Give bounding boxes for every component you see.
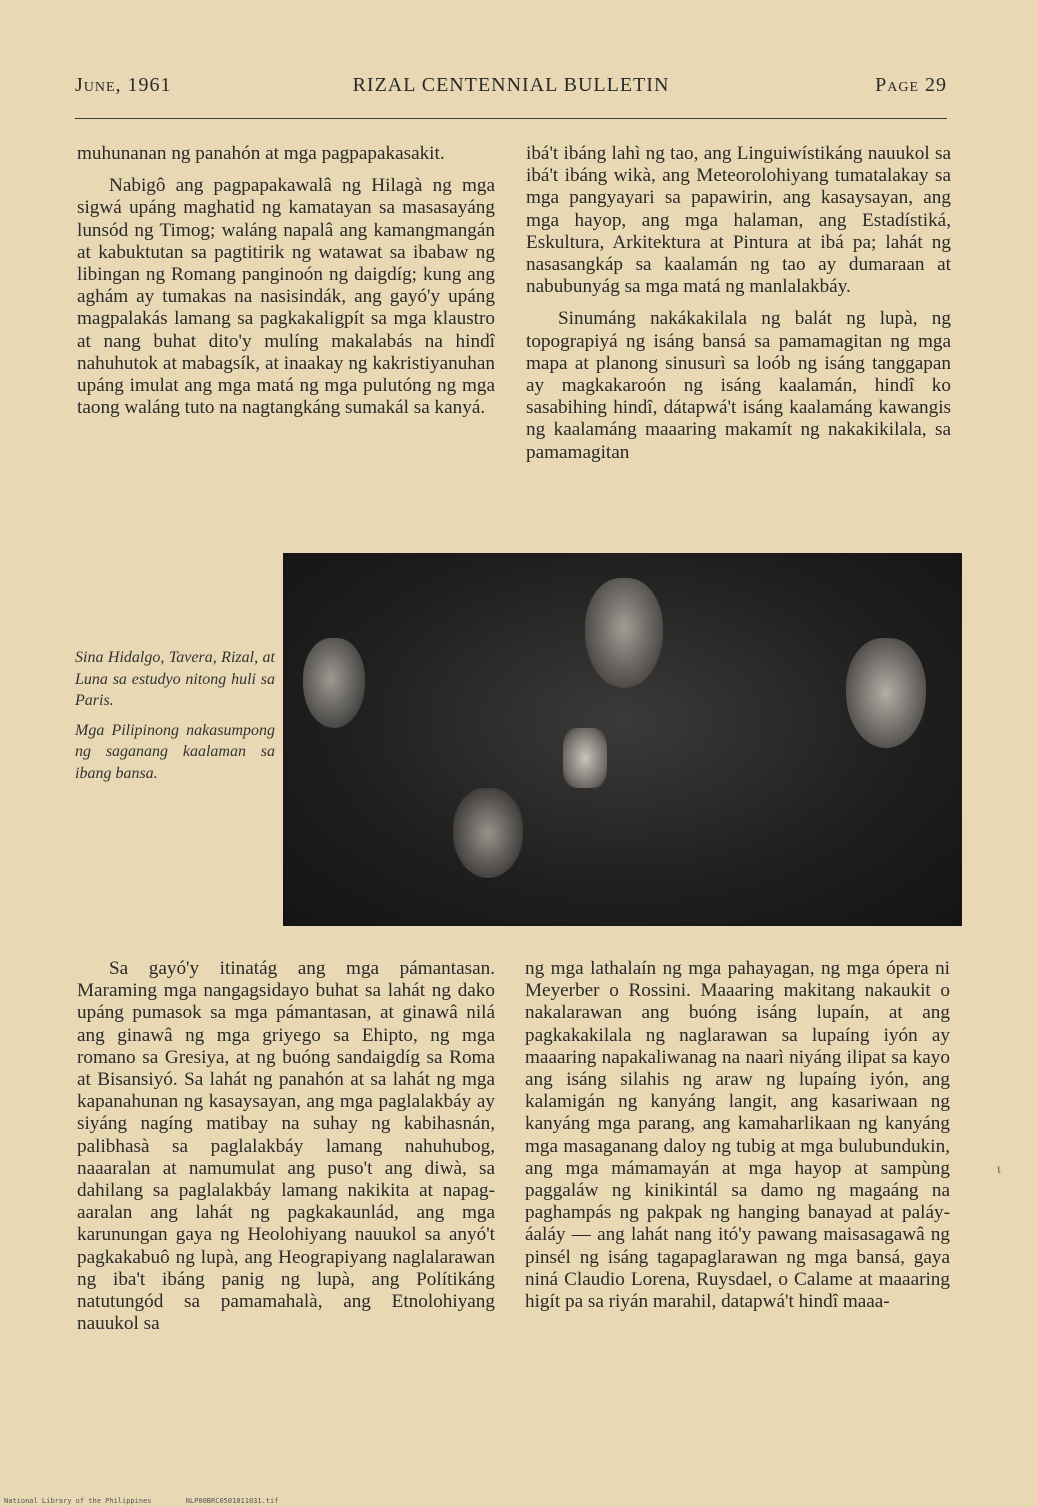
- header-rule: [75, 118, 947, 119]
- column-bottom-left: [77, 958, 495, 1335]
- photo-face: [303, 638, 365, 728]
- photo-face: [585, 578, 663, 688]
- photo-face: [453, 788, 523, 878]
- column-bottom-right: [525, 958, 950, 1313]
- header-date: June, 1961: [75, 74, 172, 96]
- photo-hand: [563, 728, 607, 788]
- caption-line: Sina Hidalgo, Tavera, Rizal, at Luna sa estudyo nitong huli sa Paris.: [75, 649, 275, 709]
- paragraph: ibá't ibáng lahì ng tao, ang Linguiwístikáng nauukol sa ibá't ibáng wikà, ang Meteorolohiyang tumatalakay sa mga pangyayari sa papawirin, ang kasaysayan, ang mga hayop, ang mga halaman, ang Estadístiká, Eskultura, Arkitektura at Pintura at ibá pa; lahát ng nasasangkáp sa kaalamán ng tao ay dumaraan at nabubunyág sa mga matá ng manlalakbáy.: [526, 143, 951, 298]
- paragraph: muhunanan ng panahón at mga pagpapakasakit.: [77, 143, 445, 164]
- photo-face: [846, 638, 926, 748]
- paragraph: Sa gayó'y itinatág ang mga pámantasan. Maraming mga nangagsidayo buhat sa lahát ng dako upáng pumasok sa mga pámantasan, at ginawâ nilá ang ginawâ ng mga griyego sa Ehipto, ng mga romano sa Gresiya, at ng buóng sandaigdíg sa Roma at Bisansiyó. Sa lahát ng panahón at sa lahát ng mga kapanahunan ng kasaysayan, ang mga paglalakbáy ay siyáng nagíng matibay na suhay ng kabihasnán, palibhasà sa paglalakbáy lamang nahuhubog, naaaralan at namumulat ang puso't ang diwà, sa dahilang sa paglalakbáy lamang nakikita at napag-aaralan ang lahát ng pagkakaunlád, ang mga karunungan gaya ng Heolohiyang nauukol sa anyó't pagkakabuô ng lupà, ang Heograpiyang naglalarawan ng iba't ibáng panig ng lupà, ang Polítikáng natutungód sa pamamahalà, ang Etnolohiyang nauukol sa: [77, 958, 495, 1335]
- group-photograph: [283, 553, 962, 926]
- paragraph: ng mga lathalaín ng mga pahayagan, ng mga ópera ni Meyerber o Rossini. Maaaring makitang nakaukit o nakalarawan ang buóng isáng lupaín, at ang pagkakakilala ng naglarawan sa lupaíng iyón ay maaaring napakaliwanag na naarì niyáng ilipat sa kayo ang isáng silahis ng araw ng lupaíng iyón, ang kalamigán ng kanyáng langit, ang kasariwaan ng kanyáng mga parang, ang kamaharlikaan ng kanyáng mga masaganang daloy ng tubig at mga bulubundukin, ang mga mámamayán at mga hayop at sampùng paggaláw ng kinikintál sa damo ng magaáng na paghampás ng pakpak ng hanging banayad at paláy-áaláy — ang lahát nang itó'y pawang maisasagawâ ng pinsél ng isáng tagapaglarawan ng mga bansá, gaya niná Claudio Lorena, Ruysdael, o Calame at maaaring higít pa sa riyán marahil, datapwá't hindî maaa-: [525, 958, 950, 1313]
- column-top-left: [77, 143, 495, 419]
- paragraph: Sinumáng nakákakilala ng balát ng lupà, ng topograpiyá ng isáng bansá sa pamamagitan ng mga mapa at planong sinusurì sa loób ng isáng tanggapan ay magkakaroón ng isáng kaalamán, hindî ko sasabihing hindî, dátapwá't isáng kaalamáng kawangis ng kaalamáng maaaring makamít ng nakakikilala, sa pamamagitan: [526, 308, 951, 463]
- caption-line: Mga Pilipinong nakasumpong ng saganang kaalaman sa ibang bansa.: [75, 721, 275, 782]
- margin-mark: ι: [997, 1162, 1001, 1177]
- footer-library: National Library of the Philippines: [4, 1497, 152, 1505]
- column-top-right: [526, 143, 951, 464]
- header-title: RIZAL CENTENNIAL BULLETIN: [352, 74, 670, 96]
- scan-footer: [4, 1497, 308, 1505]
- photo-caption: [75, 647, 275, 792]
- running-header: [75, 74, 947, 106]
- header-page-number: Page 29: [875, 74, 947, 96]
- paragraph: Nabigô ang pagpapakawalâ ng Hilagà ng mga sigwá upáng maghatid ng kamatayan sa masasayáng lunsód ng Timog; waláng napalâ ang kamangmangán at kabuktutan sa pagtitirik ng watawat sa ibabaw ng libingan ng Romang panginoón ng daigdíg; kung ang aghám ay tumakas na nasisindák, ang gayó'y upáng magpalakás lamang sa pagkakaligpít sa mga klaustro at nang buhat dito'y mulíng makalabás na hindî nahuhutok at mabagsík, at inaakay ng kakristiyanuhan upáng imulat ang mga matá ng mga pulutóng ng mga taong waláng tuto na nagtangkáng sumakál sa kanyá.: [77, 175, 495, 419]
- footer-filename: NLP00BRC0501011031.tif: [185, 1497, 279, 1505]
